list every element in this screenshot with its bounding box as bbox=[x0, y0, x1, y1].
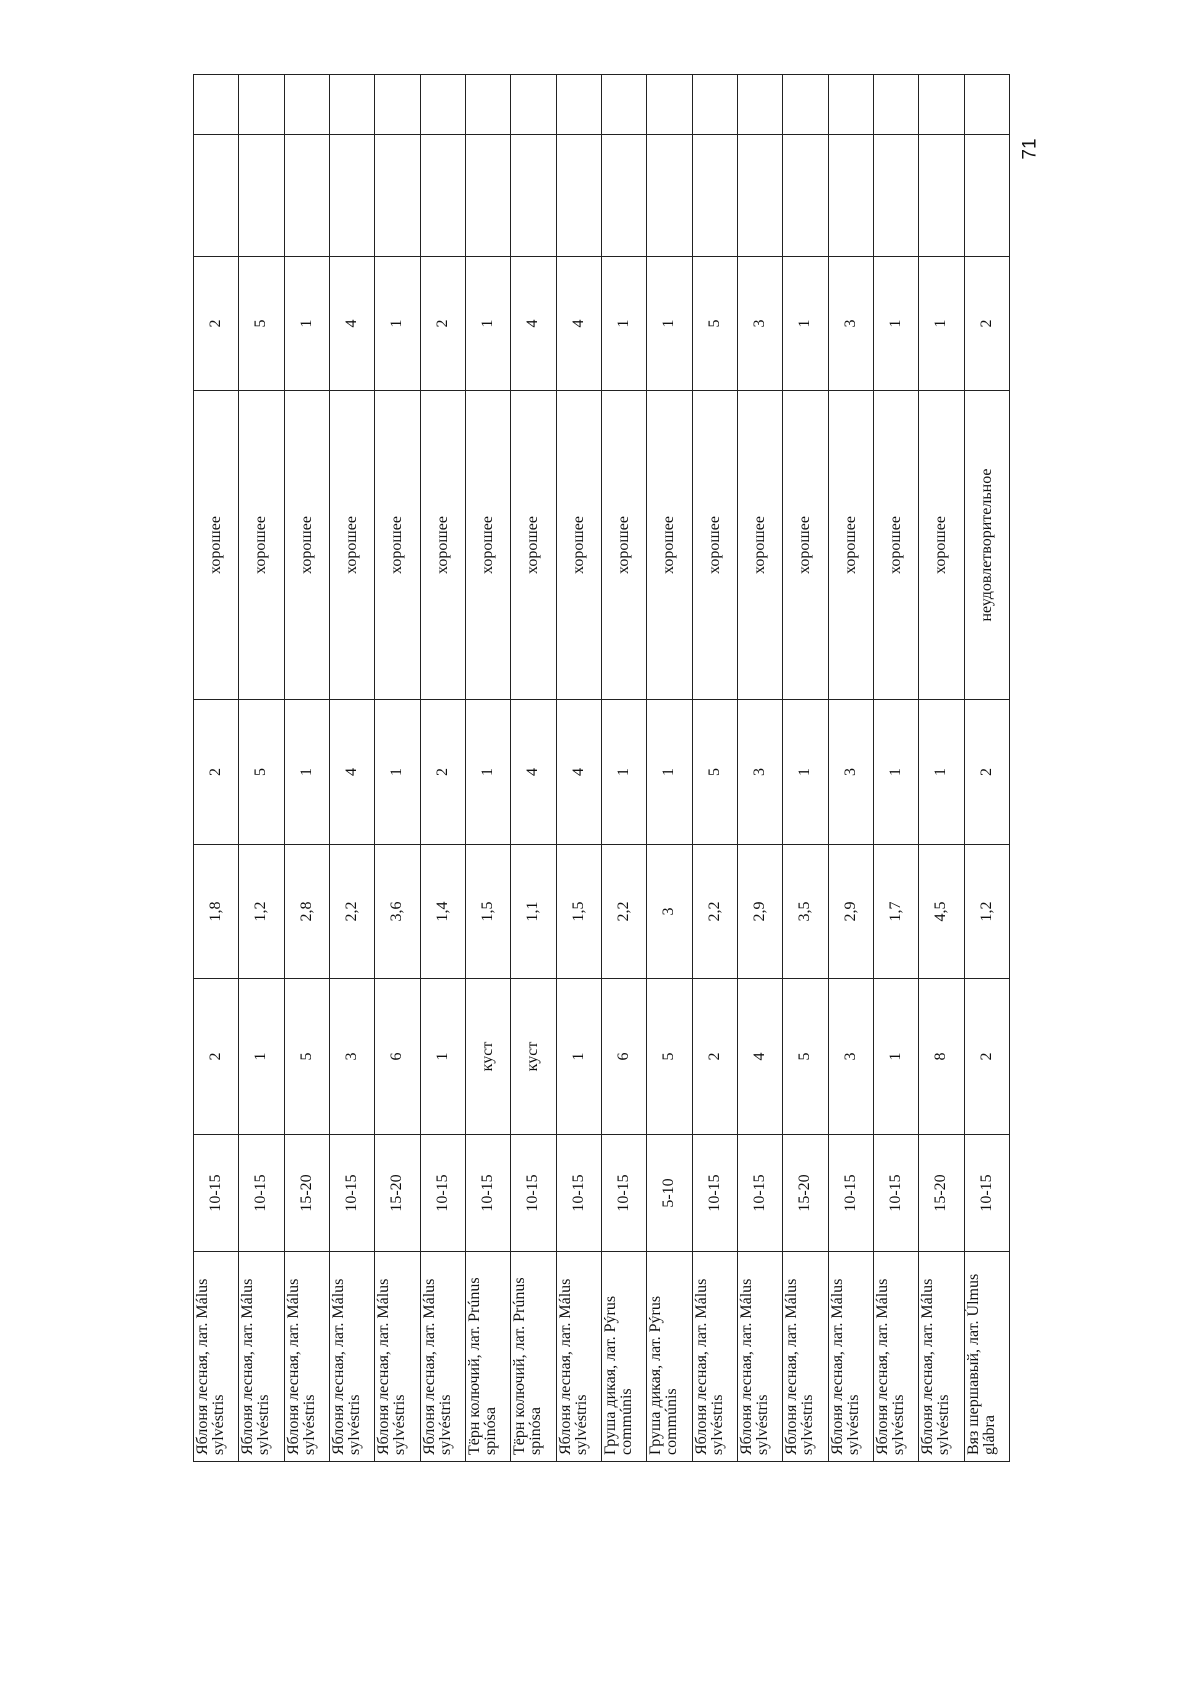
cell-species: Яблоня лесная, лат. Málus sylvéstris bbox=[873, 1252, 918, 1462]
cell-height: 15-20 bbox=[375, 1135, 420, 1252]
cell-age: 5 bbox=[692, 700, 737, 845]
cell-age: 1 bbox=[284, 700, 329, 845]
cell-extra1 bbox=[737, 135, 782, 257]
cell-extra2 bbox=[465, 75, 510, 135]
cell-category: 1 bbox=[919, 257, 964, 391]
cell-extra1 bbox=[194, 135, 239, 257]
cell-extra1 bbox=[329, 135, 374, 257]
cell-count: 3 bbox=[828, 979, 873, 1135]
cell-condition: хорошее bbox=[511, 391, 556, 700]
cell-height: 10-15 bbox=[511, 1135, 556, 1252]
cell-height: 10-15 bbox=[556, 1135, 601, 1252]
cell-count: 5 bbox=[647, 979, 692, 1135]
cell-condition: хорошее bbox=[329, 391, 374, 700]
cell-age: 1 bbox=[465, 700, 510, 845]
tree-inventory-table bbox=[193, 74, 1010, 1462]
cell-species: Вяз шершавый, лат. Úlmus glábra bbox=[964, 1252, 1009, 1462]
cell-category: 4 bbox=[511, 257, 556, 391]
cell-species: Яблоня лесная, лат. Málus sylvéstris bbox=[375, 1252, 420, 1462]
cell-species: Тёрн колючий, лат. Prúnus spinósa bbox=[465, 1252, 510, 1462]
table-row bbox=[601, 75, 646, 1462]
cell-count: 5 bbox=[783, 979, 828, 1135]
cell-height: 5-10 bbox=[647, 1135, 692, 1252]
cell-diameter: 1,2 bbox=[239, 845, 284, 979]
table-body bbox=[194, 75, 1010, 1462]
table-row bbox=[329, 75, 374, 1462]
cell-height: 15-20 bbox=[919, 1135, 964, 1252]
table-row bbox=[375, 75, 420, 1462]
cell-extra2 bbox=[919, 75, 964, 135]
cell-extra1 bbox=[964, 135, 1009, 257]
cell-category: 1 bbox=[284, 257, 329, 391]
cell-diameter: 1,2 bbox=[964, 845, 1009, 979]
cell-age: 1 bbox=[601, 700, 646, 845]
cell-height: 10-15 bbox=[194, 1135, 239, 1252]
cell-extra1 bbox=[692, 135, 737, 257]
cell-species: Яблоня лесная, лат. Málus sylvéstris bbox=[828, 1252, 873, 1462]
cell-height: 15-20 bbox=[284, 1135, 329, 1252]
cell-age: 1 bbox=[919, 700, 964, 845]
cell-diameter: 2,2 bbox=[329, 845, 374, 979]
cell-species: Яблоня лесная, лат. Málus sylvéstris bbox=[692, 1252, 737, 1462]
table-row bbox=[783, 75, 828, 1462]
cell-condition: хорошее bbox=[919, 391, 964, 700]
cell-extra1 bbox=[556, 135, 601, 257]
cell-extra1 bbox=[919, 135, 964, 257]
cell-count: 8 bbox=[919, 979, 964, 1135]
cell-count: 1 bbox=[873, 979, 918, 1135]
cell-condition: хорошее bbox=[647, 391, 692, 700]
cell-age: 1 bbox=[647, 700, 692, 845]
table-row bbox=[692, 75, 737, 1462]
cell-species: Яблоня лесная, лат. Málus sylvéstris bbox=[329, 1252, 374, 1462]
cell-condition: хорошее bbox=[601, 391, 646, 700]
cell-condition: хорошее bbox=[556, 391, 601, 700]
cell-category: 1 bbox=[783, 257, 828, 391]
cell-age: 2 bbox=[420, 700, 465, 845]
cell-diameter: 3,6 bbox=[375, 845, 420, 979]
cell-extra2 bbox=[511, 75, 556, 135]
cell-category: 4 bbox=[556, 257, 601, 391]
cell-height: 10-15 bbox=[420, 1135, 465, 1252]
table-row bbox=[737, 75, 782, 1462]
table-row bbox=[284, 75, 329, 1462]
table-row bbox=[420, 75, 465, 1462]
cell-diameter: 3 bbox=[647, 845, 692, 979]
cell-extra2 bbox=[828, 75, 873, 135]
cell-category: 1 bbox=[465, 257, 510, 391]
cell-extra2 bbox=[873, 75, 918, 135]
cell-diameter: 1,7 bbox=[873, 845, 918, 979]
cell-species: Яблоня лесная, лат. Málus sylvéstris bbox=[420, 1252, 465, 1462]
cell-diameter: 1,8 bbox=[194, 845, 239, 979]
cell-count: 4 bbox=[737, 979, 782, 1135]
cell-extra2 bbox=[647, 75, 692, 135]
cell-height: 10-15 bbox=[601, 1135, 646, 1252]
cell-diameter: 2,9 bbox=[828, 845, 873, 979]
cell-diameter: 1,4 bbox=[420, 845, 465, 979]
cell-species: Груша дикая, лат. Pýrus commúnis bbox=[601, 1252, 646, 1462]
cell-category: 2 bbox=[964, 257, 1009, 391]
cell-extra1 bbox=[783, 135, 828, 257]
table-row bbox=[647, 75, 692, 1462]
cell-extra2 bbox=[556, 75, 601, 135]
cell-diameter: 2,2 bbox=[601, 845, 646, 979]
cell-extra2 bbox=[284, 75, 329, 135]
cell-diameter: 1,5 bbox=[465, 845, 510, 979]
cell-species: Яблоня лесная, лат. Málus sylvéstris bbox=[284, 1252, 329, 1462]
cell-count: 1 bbox=[556, 979, 601, 1135]
cell-diameter: 3,5 bbox=[783, 845, 828, 979]
cell-category: 1 bbox=[601, 257, 646, 391]
cell-diameter: 4,5 bbox=[919, 845, 964, 979]
cell-height: 10-15 bbox=[828, 1135, 873, 1252]
cell-category: 3 bbox=[737, 257, 782, 391]
cell-age: 4 bbox=[329, 700, 374, 845]
table-row bbox=[556, 75, 601, 1462]
cell-condition: хорошее bbox=[239, 391, 284, 700]
cell-age: 1 bbox=[873, 700, 918, 845]
cell-count: 2 bbox=[964, 979, 1009, 1135]
cell-diameter: 2,8 bbox=[284, 845, 329, 979]
cell-count: 2 bbox=[692, 979, 737, 1135]
cell-condition: хорошее bbox=[284, 391, 329, 700]
cell-species: Яблоня лесная, лат. Málus sylvéstris bbox=[737, 1252, 782, 1462]
cell-count: 1 bbox=[420, 979, 465, 1135]
cell-extra2 bbox=[329, 75, 374, 135]
cell-species: Яблоня лесная, лат. Málus sylvéstris bbox=[239, 1252, 284, 1462]
cell-species: Тёрн колючий, лат. Prúnus spinósa bbox=[511, 1252, 556, 1462]
rotated-table-wrapper bbox=[193, 75, 1010, 1462]
cell-extra1 bbox=[239, 135, 284, 257]
cell-extra2 bbox=[194, 75, 239, 135]
cell-diameter: 2,2 bbox=[692, 845, 737, 979]
cell-count: 6 bbox=[375, 979, 420, 1135]
cell-count: куст bbox=[511, 979, 556, 1135]
cell-condition: хорошее bbox=[692, 391, 737, 700]
cell-condition: хорошее bbox=[873, 391, 918, 700]
cell-species: Яблоня лесная, лат. Málus sylvéstris bbox=[194, 1252, 239, 1462]
cell-extra2 bbox=[692, 75, 737, 135]
cell-height: 10-15 bbox=[329, 1135, 374, 1252]
page-number: 71 bbox=[1019, 138, 1041, 160]
cell-height: 10-15 bbox=[239, 1135, 284, 1252]
cell-height: 10-15 bbox=[692, 1135, 737, 1252]
cell-condition: неудовлетворительное bbox=[964, 391, 1009, 700]
cell-count: 5 bbox=[284, 979, 329, 1135]
cell-age: 5 bbox=[239, 700, 284, 845]
cell-height: 10-15 bbox=[737, 1135, 782, 1252]
table-row bbox=[194, 75, 239, 1462]
cell-extra2 bbox=[420, 75, 465, 135]
cell-condition: хорошее bbox=[194, 391, 239, 700]
cell-species: Яблоня лесная, лат. Málus sylvéstris bbox=[783, 1252, 828, 1462]
cell-extra2 bbox=[783, 75, 828, 135]
cell-extra2 bbox=[964, 75, 1009, 135]
cell-extra1 bbox=[601, 135, 646, 257]
cell-count: 3 bbox=[329, 979, 374, 1135]
cell-category: 1 bbox=[647, 257, 692, 391]
cell-age: 4 bbox=[511, 700, 556, 845]
cell-extra1 bbox=[420, 135, 465, 257]
table-row bbox=[828, 75, 873, 1462]
cell-extra1 bbox=[375, 135, 420, 257]
cell-diameter: 2,9 bbox=[737, 845, 782, 979]
cell-age: 2 bbox=[194, 700, 239, 845]
cell-condition: хорошее bbox=[465, 391, 510, 700]
cell-count: 6 bbox=[601, 979, 646, 1135]
cell-category: 2 bbox=[194, 257, 239, 391]
cell-age: 4 bbox=[556, 700, 601, 845]
cell-age: 3 bbox=[828, 700, 873, 845]
cell-extra1 bbox=[511, 135, 556, 257]
cell-species: Груша дикая, лат. Pýrus commúnis bbox=[647, 1252, 692, 1462]
table-row bbox=[511, 75, 556, 1462]
table-row bbox=[239, 75, 284, 1462]
cell-age: 2 bbox=[964, 700, 1009, 845]
cell-count: 1 bbox=[239, 979, 284, 1135]
table-row bbox=[465, 75, 510, 1462]
cell-condition: хорошее bbox=[783, 391, 828, 700]
cell-height: 10-15 bbox=[873, 1135, 918, 1252]
cell-category: 1 bbox=[873, 257, 918, 391]
cell-height: 10-15 bbox=[964, 1135, 1009, 1252]
cell-count: 2 bbox=[194, 979, 239, 1135]
cell-condition: хорошее bbox=[828, 391, 873, 700]
cell-category: 3 bbox=[828, 257, 873, 391]
cell-extra1 bbox=[828, 135, 873, 257]
cell-category: 1 bbox=[375, 257, 420, 391]
table-row bbox=[873, 75, 918, 1462]
cell-category: 4 bbox=[329, 257, 374, 391]
cell-extra2 bbox=[239, 75, 284, 135]
cell-extra1 bbox=[465, 135, 510, 257]
cell-diameter: 1,5 bbox=[556, 845, 601, 979]
table-row bbox=[919, 75, 964, 1462]
cell-condition: хорошее bbox=[420, 391, 465, 700]
cell-age: 1 bbox=[375, 700, 420, 845]
cell-category: 5 bbox=[692, 257, 737, 391]
cell-species: Яблоня лесная, лат. Málus sylvéstris bbox=[919, 1252, 964, 1462]
cell-condition: хорошее bbox=[375, 391, 420, 700]
cell-species: Яблоня лесная, лат. Málus sylvéstris bbox=[556, 1252, 601, 1462]
cell-count: куст bbox=[465, 979, 510, 1135]
cell-height: 10-15 bbox=[465, 1135, 510, 1252]
cell-extra2 bbox=[601, 75, 646, 135]
cell-diameter: 1,1 bbox=[511, 845, 556, 979]
cell-extra2 bbox=[737, 75, 782, 135]
cell-age: 3 bbox=[737, 700, 782, 845]
cell-category: 2 bbox=[420, 257, 465, 391]
cell-extra1 bbox=[647, 135, 692, 257]
cell-extra2 bbox=[375, 75, 420, 135]
cell-age: 1 bbox=[783, 700, 828, 845]
cell-extra1 bbox=[284, 135, 329, 257]
cell-height: 15-20 bbox=[783, 1135, 828, 1252]
table-row bbox=[964, 75, 1009, 1462]
cell-category: 5 bbox=[239, 257, 284, 391]
cell-condition: хорошее bbox=[737, 391, 782, 700]
cell-extra1 bbox=[873, 135, 918, 257]
